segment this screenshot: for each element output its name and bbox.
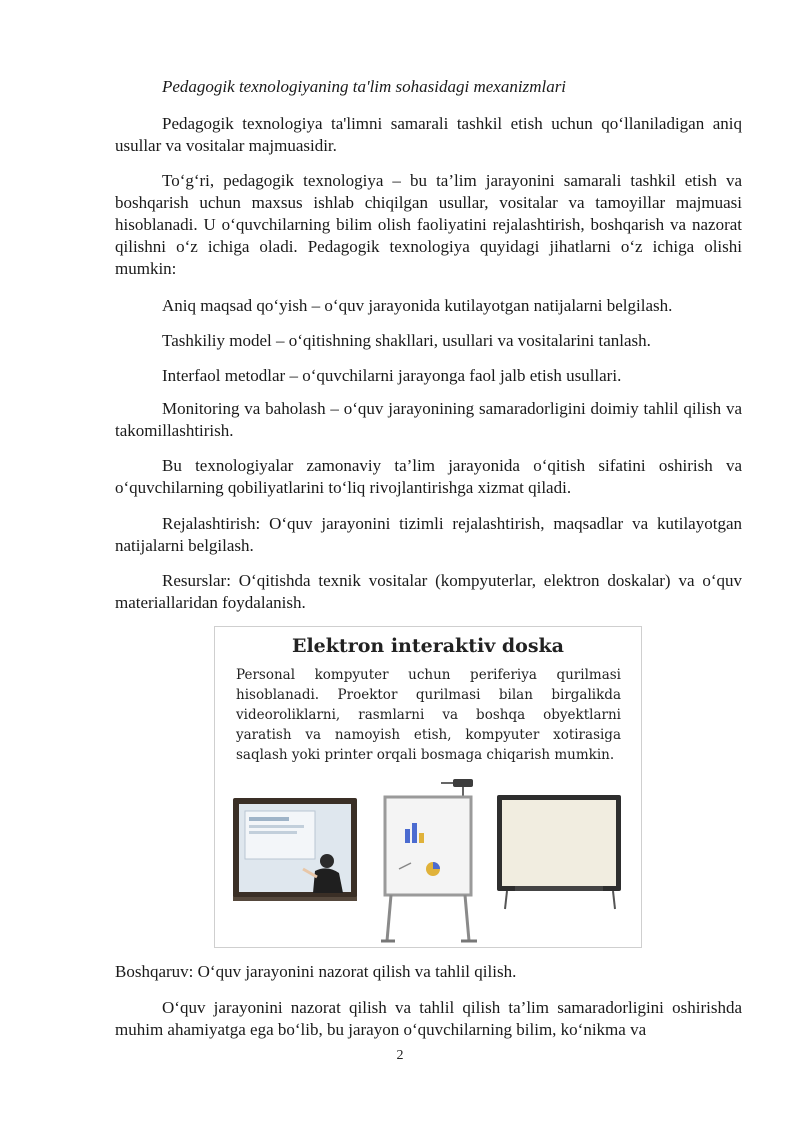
list-item-model: Tashkiliy model – o‘qitishning shakllari, usullari va vositalarini tanlash. xyxy=(162,331,651,350)
list-item-monitoring: Monitoring va baholash – o‘quv jarayonining samaradorligini doimiy tahlil qilish va takomillashtirish. xyxy=(115,399,742,440)
paragraph-2: To‘g‘ri, pedagogik texnologiya – bu ta’lim jarayonini samarali tashkil etish va boshqarish uchun maxsus ishlab chiqilgan usullar, vositalar va tamoyillar majmuasi hisoblanadi. U o‘quvchilarning bilim olish faoliyatini rejalashtirish, boshqarish va nazorat qilishni o‘z ichiga oladi. Pedagogik texnologiya quyidagi jihatlarni o‘z ichiga olishi mumkin: xyxy=(115,171,742,278)
list-item-methods: Interfaol metodlar – o‘quvchilarni jarayonga faol jalb etish usullari. xyxy=(162,366,622,385)
paragraph-control: O‘quv jarayonini nazorat qilish va tahlil qilish ta’lim samaradorligini oshirishda muhim ahamiyatga ega bo‘lib, bu jarayon o‘quvchilarning bilim, ko‘nikma va xyxy=(115,998,742,1039)
page-number: 2 xyxy=(396,1048,404,1063)
paragraph-resources: Resurslar: O‘qitishda texnik vositalar (kompyuterlar, elektron doskalar) va o‘quv materiallaridan foydalanish. xyxy=(115,571,742,612)
paragraph-planning: Rejalashtirish: O‘quv jarayonini tizimli rejalashtirish, maqsadlar va kutilayotgan natijalarni belgilash. xyxy=(115,514,742,555)
mobile-stand-board-image xyxy=(381,779,477,941)
figure-description: Personal kompyuter uchun periferiya qurilmasi hisoblanadi. Proektor qurilmasi bilan birgalikda videoroliklarni, rasmlarni va boshqa obyektlarni yaratish va namoyish etish, kompyuter xotirasiga saqlash yoki printer orqali bosmaga chiqarish mumkin. xyxy=(236,667,621,763)
whiteboard-illustration xyxy=(215,773,643,948)
paragraph-management: Boshqaruv: O‘quv jarayonini nazorat qilish va tahlil qilish. xyxy=(115,962,517,981)
list-item-goal: Aniq maqsad qo‘yish – o‘quv jarayonida kutilayotgan natijalarni belgilash. xyxy=(162,296,673,315)
figure-title: Elektron interaktiv doska xyxy=(291,635,564,657)
section-heading: Pedagogik texnologiyaning ta'lim sohasidagi mexanizmlari xyxy=(162,77,567,96)
interactive-whiteboard-figure xyxy=(214,626,642,948)
plain-whiteboard-image xyxy=(497,795,621,909)
paragraph-1: Pedagogik texnologiya ta'limni samarali tashkil etish uchun qo‘llaniladigan aniq usullar va vositalar majmuasidir. xyxy=(115,114,742,155)
paragraph-technologies: Bu texnologiyalar zamonaviy ta’lim jarayonida o‘qitish sifatini oshirish va o‘quvchilarning qobiliyatlarini to‘liq rivojlantirishga xizmat qiladi. xyxy=(115,456,742,497)
wall-board-with-teacher-image xyxy=(233,798,357,901)
